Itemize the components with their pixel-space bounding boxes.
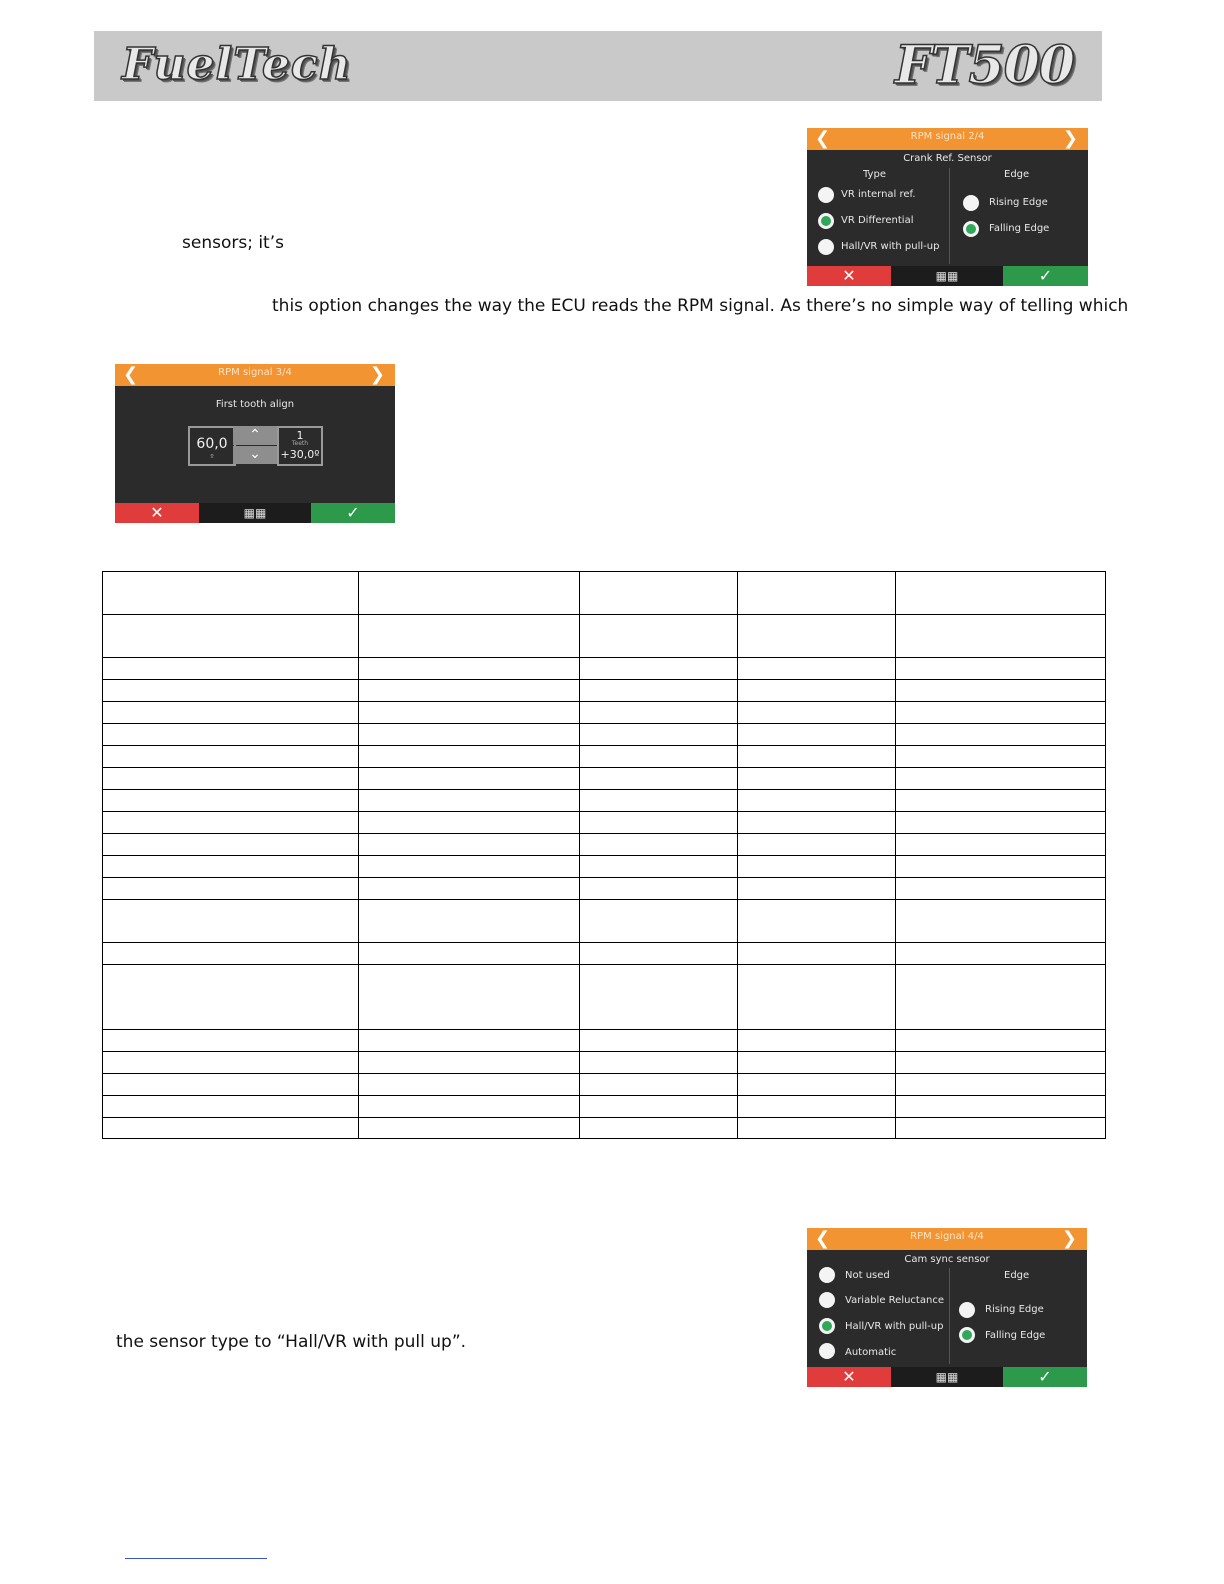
edge-header: Edge: [1004, 1270, 1030, 1281]
radio-hall-vr-pullup[interactable]: [818, 239, 834, 255]
chevron-left-icon[interactable]: ❮: [815, 128, 831, 149]
table-row: [103, 724, 1106, 746]
crank-ref-sensor-screen: [807, 128, 1088, 286]
cam-sync-sensor-screen: [807, 1228, 1087, 1387]
tooth-offset: +30,0º: [280, 448, 320, 461]
edge-header: Edge: [1004, 169, 1030, 180]
radio-falling-edge[interactable]: [963, 221, 979, 237]
radio-automatic[interactable]: [819, 1343, 835, 1359]
chevron-right-icon[interactable]: ❯: [1061, 1228, 1077, 1249]
footer-link-underline[interactable]: [125, 1558, 267, 1559]
close-icon: ✕: [150, 503, 164, 522]
screen-action-bar: [115, 503, 395, 523]
screen-subtitle: Cam sync sensor: [904, 1254, 990, 1265]
option-label: Falling Edge: [989, 223, 1050, 234]
grid-menu-icon: ▦▦: [935, 1370, 959, 1384]
table-row: [103, 1052, 1106, 1074]
confirm-button[interactable]: [311, 503, 395, 523]
option-label: Variable Reluctance: [845, 1295, 944, 1306]
column-divider: [949, 168, 950, 264]
radio-rising-edge[interactable]: [959, 1302, 975, 1318]
table-row: [103, 900, 1106, 943]
option-label: Falling Edge: [985, 1330, 1046, 1341]
type-header: Type: [863, 169, 886, 180]
body-text-option: this option changes the way the ECU reads the RPM signal. As there’s no simple way of telling which: [272, 296, 1129, 316]
table-row: [103, 1030, 1106, 1052]
confirm-button[interactable]: [1003, 1367, 1087, 1387]
table-row: [103, 746, 1106, 768]
screen-title: RPM signal 4/4: [910, 1231, 984, 1242]
radio-hall-vr-pullup[interactable]: [819, 1318, 835, 1334]
screen-title-bar: [807, 1228, 1087, 1250]
table-row: [103, 943, 1106, 965]
grid-menu-icon: ▦▦: [243, 506, 267, 520]
radio-vr-differential[interactable]: [818, 213, 834, 229]
grid-menu-icon: ▦▦: [935, 269, 959, 283]
chevron-left-icon[interactable]: ❮: [123, 364, 139, 385]
close-icon: ✕: [842, 1367, 856, 1386]
ft500-logo: FT500: [894, 35, 1074, 96]
option-label: Hall/VR with pull-up: [845, 1321, 944, 1332]
radio-vr-internal[interactable]: [818, 187, 834, 203]
align-value-box[interactable]: [188, 426, 236, 466]
align-value: 60,0: [196, 436, 228, 452]
table-row: [103, 702, 1106, 724]
table-row: [103, 790, 1106, 812]
table-row: [103, 768, 1106, 790]
option-label: Rising Edge: [985, 1304, 1044, 1315]
tooth-label: Teeth: [291, 440, 309, 447]
table-row: [103, 965, 1106, 1030]
table-row: [103, 1074, 1106, 1096]
table-row: [103, 615, 1106, 658]
radio-falling-edge[interactable]: [959, 1327, 975, 1343]
menu-button[interactable]: [891, 1367, 1003, 1387]
table-row: [103, 1118, 1106, 1139]
option-label: VR Differential: [841, 215, 914, 226]
screen-title: RPM signal 3/4: [218, 367, 292, 378]
screen-title: RPM signal 2/4: [910, 131, 985, 142]
cancel-button[interactable]: [807, 1367, 891, 1387]
table-row: [103, 812, 1106, 834]
screen-action-bar: [807, 1367, 1087, 1387]
menu-button[interactable]: [891, 266, 1003, 286]
menu-button[interactable]: [199, 503, 311, 523]
chevron-left-icon[interactable]: ❮: [815, 1228, 831, 1249]
page-header: [94, 31, 1102, 101]
close-icon: ✕: [842, 266, 856, 285]
check-icon: ✓: [346, 503, 360, 522]
body-text-sensor-type: the sensor type to “Hall/VR with pull up”.: [116, 1332, 467, 1352]
chevron-up-icon: ⌃: [249, 427, 261, 443]
chevron-right-icon[interactable]: ❯: [1062, 128, 1078, 149]
radio-rising-edge[interactable]: [963, 195, 979, 211]
screen-title-bar: [115, 364, 395, 386]
screen-title-bar: [807, 128, 1088, 150]
chevron-right-icon[interactable]: ❯: [369, 364, 385, 385]
spec-table: [102, 571, 1106, 1139]
table-row: [103, 572, 1106, 615]
decrease-button[interactable]: [233, 446, 277, 464]
screen-subtitle: Crank Ref. Sensor: [903, 153, 992, 164]
option-label: Rising Edge: [989, 197, 1048, 208]
table-row: [103, 878, 1106, 900]
screen-subtitle: First tooth align: [215, 399, 295, 410]
table-row: [103, 834, 1106, 856]
chevron-down-icon: ⌄: [249, 446, 261, 462]
align-unit: º: [210, 453, 214, 461]
check-icon: ✓: [1038, 1367, 1052, 1386]
body-text-sensors: sensors; it’s: [182, 233, 284, 253]
cancel-button[interactable]: [807, 266, 891, 286]
confirm-button[interactable]: [1003, 266, 1088, 286]
option-label: Not used: [845, 1270, 890, 1281]
radio-variable-reluctance[interactable]: [819, 1292, 835, 1308]
first-tooth-align-screen: [115, 364, 395, 523]
table-row: [103, 1096, 1106, 1118]
screen-action-bar: [807, 266, 1088, 286]
table-row: [103, 680, 1106, 702]
increase-button[interactable]: [233, 426, 277, 445]
table-row: [103, 658, 1106, 680]
tooth-number: 1: [296, 429, 304, 442]
column-divider: [949, 1268, 950, 1364]
radio-not-used[interactable]: [819, 1267, 835, 1283]
option-label: Automatic: [845, 1347, 897, 1358]
fueltech-logo: FuelTech: [122, 39, 352, 90]
option-label: Hall/VR with pull-up: [841, 241, 940, 252]
table-row: [103, 856, 1106, 878]
option-label: VR internal ref.: [841, 189, 916, 200]
check-icon: ✓: [1038, 266, 1053, 285]
tooth-box: [277, 426, 323, 466]
cancel-button[interactable]: [115, 503, 199, 523]
